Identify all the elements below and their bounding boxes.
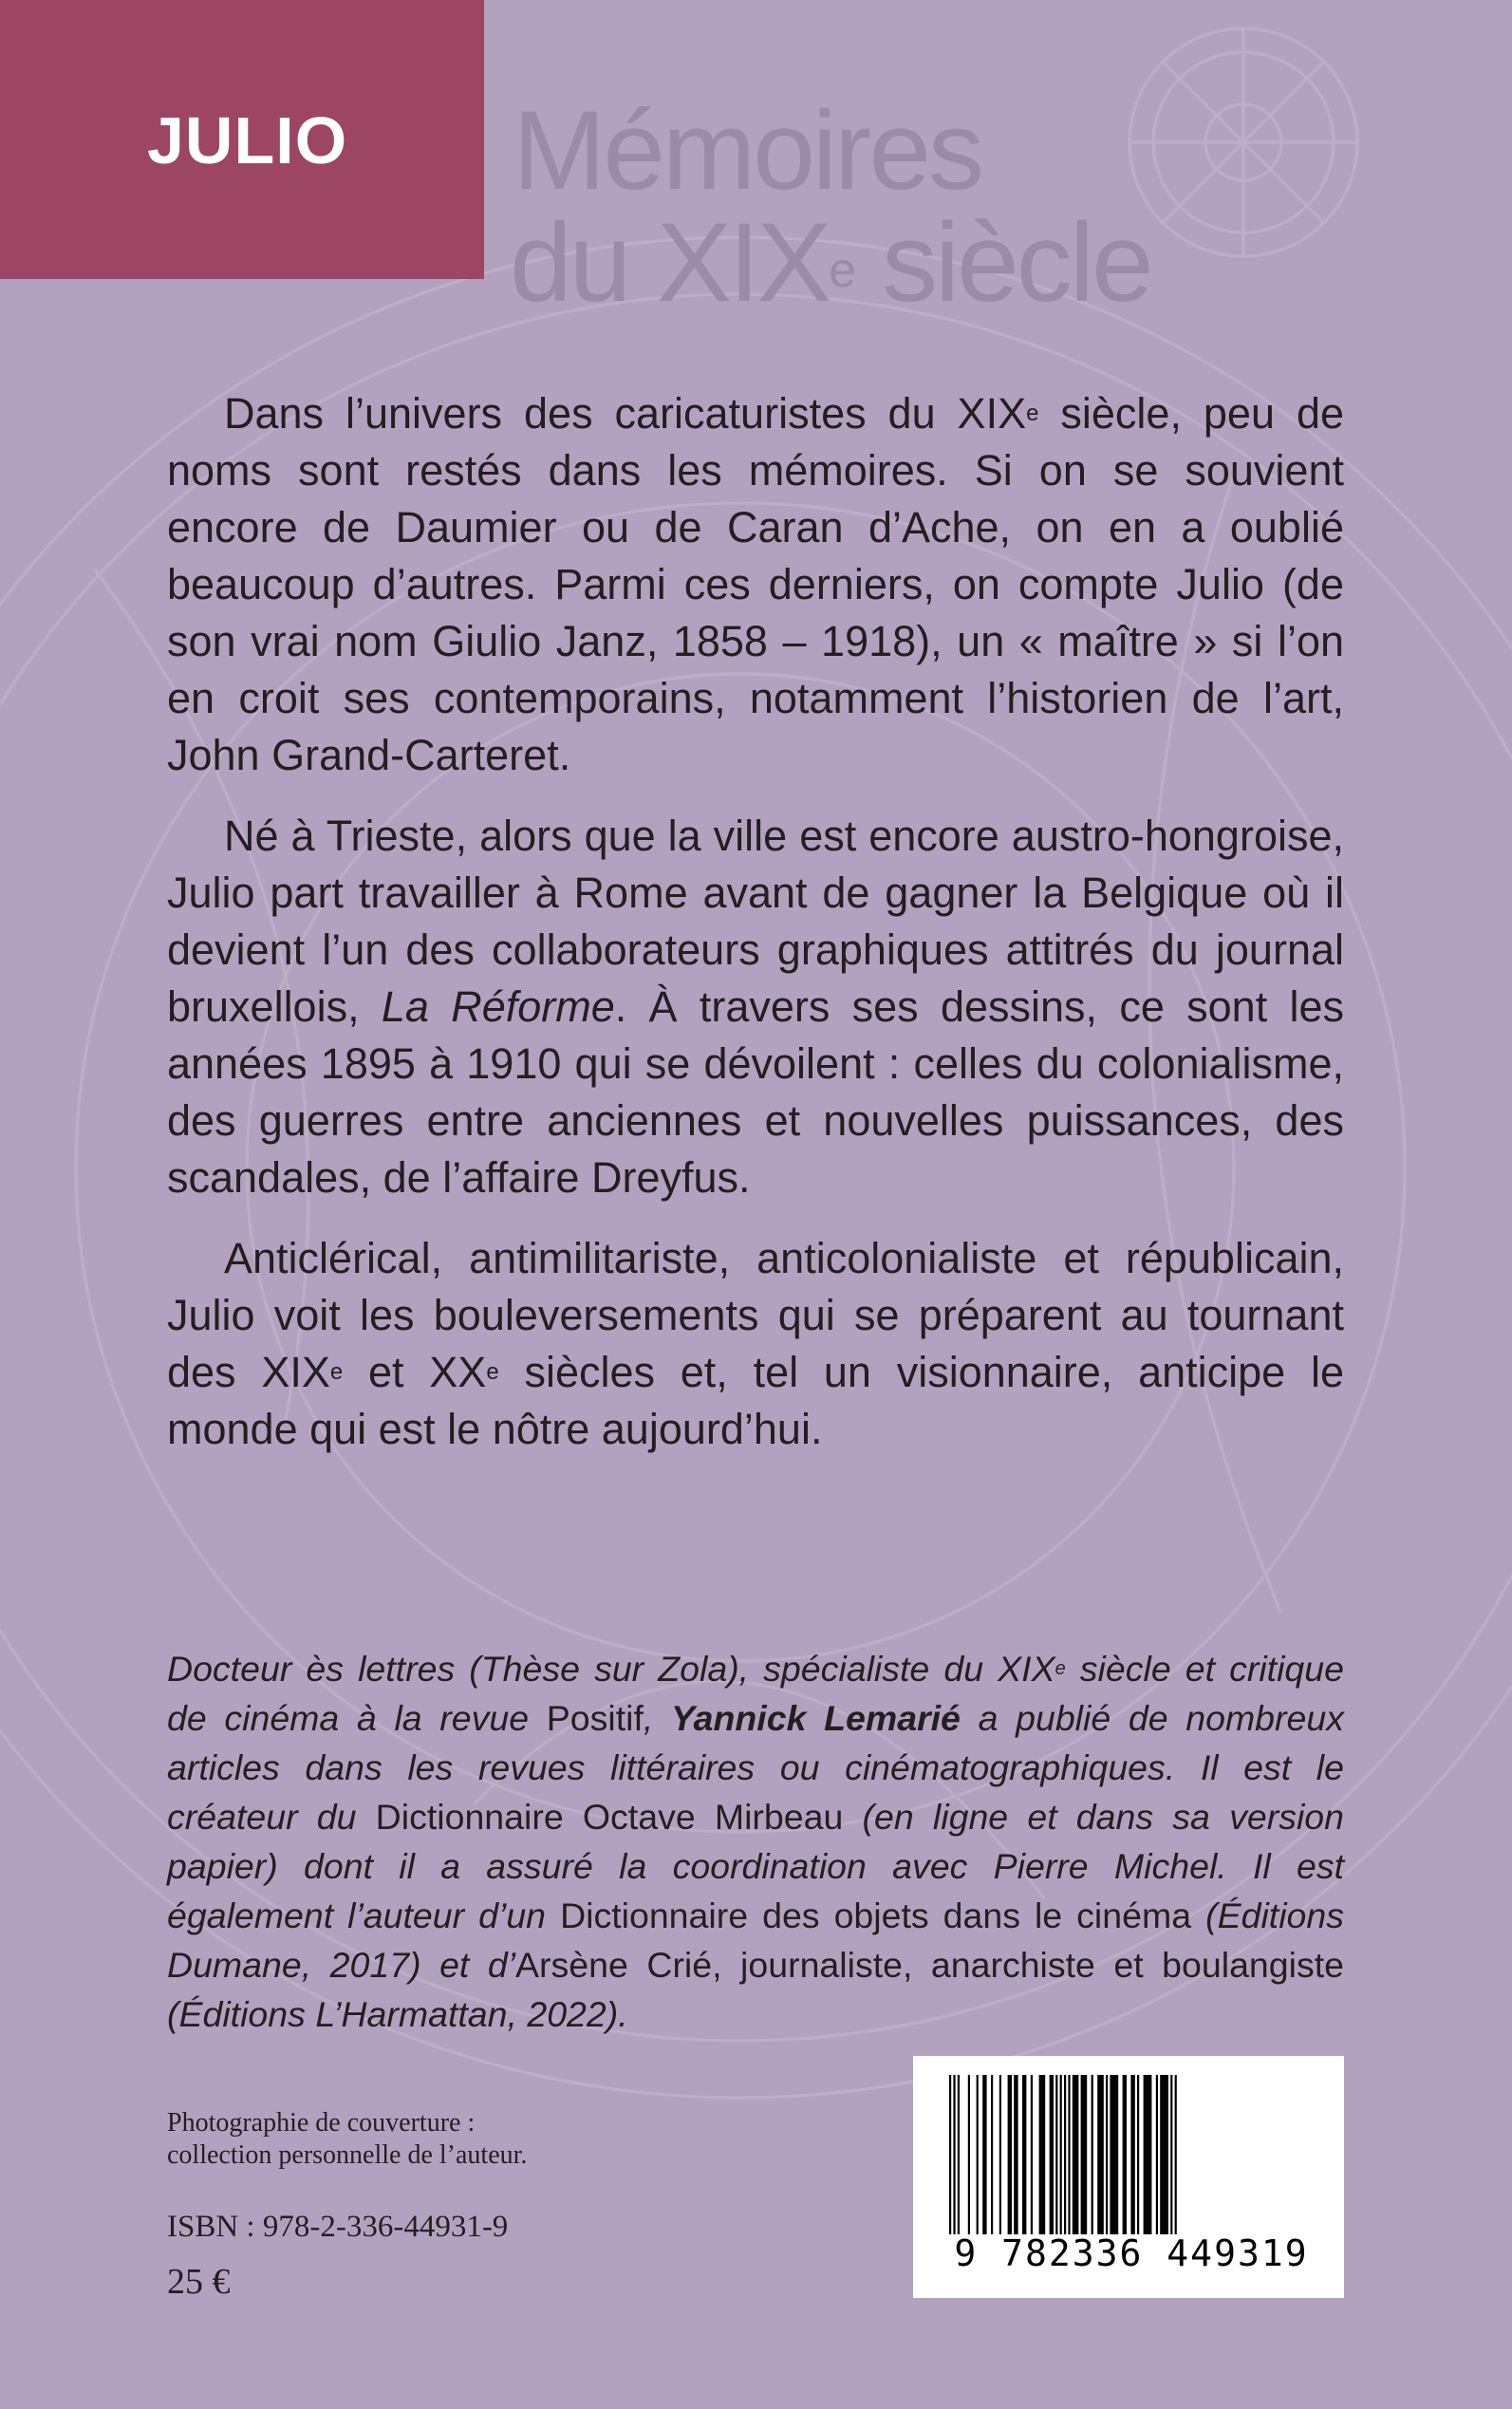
barcode-bar	[1175, 2075, 1177, 2234]
barcode-bar	[1060, 2075, 1062, 2234]
author-name: JULIO	[147, 103, 348, 177]
series-title-line1: Mémoires	[513, 88, 981, 214]
barcode-bar	[1022, 2075, 1026, 2234]
barcode-bar	[977, 2075, 979, 2234]
barcode-bar	[953, 2075, 955, 2234]
barcode-bar	[1097, 2075, 1104, 2234]
barcode-bar	[982, 2075, 986, 2234]
barcode-digits: 9 782336 449319	[954, 2232, 1309, 2274]
barcode-bar	[1160, 2075, 1168, 2234]
blurb	[167, 385, 1344, 1482]
series-title	[510, 88, 1151, 326]
barcode-bar	[968, 2075, 970, 2234]
barcode-bar	[1144, 2075, 1152, 2234]
blurb-paragraph-3: Anticlérical, antimilitariste, anticolonialiste et républicain, Julio voit les bouleversements qui se préparent au tournant des XIXe et XXe siècles et, tel un visionnaire, anticipe le monde qui est le nôtre aujourd’hui.	[167, 1234, 1344, 1453]
barcode-bar	[949, 2075, 951, 2234]
barcode-bar	[1123, 2075, 1127, 2234]
barcode-bar	[1130, 2075, 1134, 2234]
barcode-bar	[958, 2075, 960, 2234]
blurb-paragraph-2: Né à Trieste, alors que la ville est encore austro-hongroise, Julio part travailler à Rome avant de gagner la Belgique où il devient l’un des collaborateurs graphiques attitrés du journal bruxellois, La Réforme. À travers ses dessins, ce sont les années 1895 à 1910 qui se dévoilent : celles du colonialisme, des guerres entre anciennes et nouvelles puissances, des scandales, de l’affaire Dreyfus.	[167, 812, 1344, 1202]
barcode-bar	[1014, 2075, 1017, 2234]
barcode-bar	[1064, 2075, 1066, 2234]
barcode-bar	[1068, 2075, 1070, 2234]
isbn: ISBN : 978-2-336-44931-9	[167, 2210, 509, 2244]
barcode-bar	[1073, 2075, 1079, 2234]
barcode-bar	[1137, 2075, 1139, 2234]
author-banner	[0, 0, 484, 279]
barcode-bar	[991, 2075, 993, 2234]
barcode-bar	[1092, 2075, 1093, 2234]
series-title-line2: du XIXe siècle	[510, 200, 1151, 326]
barcode-bar	[999, 2075, 1001, 2234]
barcode-bar	[1050, 2075, 1054, 2234]
barcode-bar	[1039, 2075, 1046, 2234]
barcode	[913, 2056, 1344, 2298]
price: 25 €	[167, 2262, 231, 2302]
barcode-bar	[1106, 2075, 1108, 2234]
barcode-bar	[1055, 2075, 1057, 2234]
barcode-bar	[1081, 2075, 1088, 2234]
barcode-bar	[1170, 2075, 1172, 2234]
blurb-paragraph-1: Dans l’univers des caricaturistes du XIXe siècle, peu de noms sont restés dans les mémoires. Si on se souvient encore de Daumier ou de Caran d’Ache, on en a oublié beaucoup d’autres. Parmi ces derniers, on compte Julio (de son vrai nom Giulio Janz, 1858 – 1918), un « maître » si l’on en croit ses contemporains, notamment l’historien de l’art, John Grand-Carteret.	[167, 389, 1344, 779]
author-bio: Docteur ès lettres (Thèse sur Zola), spécialiste du XIXe siècle et critique de cinéma à la revue Positif, Yannick Lemarié a publié de nombreux articles dans les revues littéraires ou cinématographiques. Il est le créateur du Dictionnaire Octave Mirbeau (en ligne et dans sa version papier) dont il a assuré la coordination avec Pierre Michel. Il est également l’auteur d’un Dictionnaire des objets dans le cinéma (Éditions Dumane, 2017) et d’Arsène Crié, journaliste, anarchiste et boulangiste (Éditions L’Harmattan, 2022).	[167, 1649, 1345, 2034]
barcode-bar	[1156, 2075, 1158, 2234]
barcode-bar	[1008, 2075, 1012, 2234]
photo-credit: Photographie de couverture : collection personnelle de l’auteur.	[167, 2108, 528, 2170]
barcode-bar	[1031, 2075, 1033, 2234]
barcode-bar	[1110, 2075, 1118, 2234]
